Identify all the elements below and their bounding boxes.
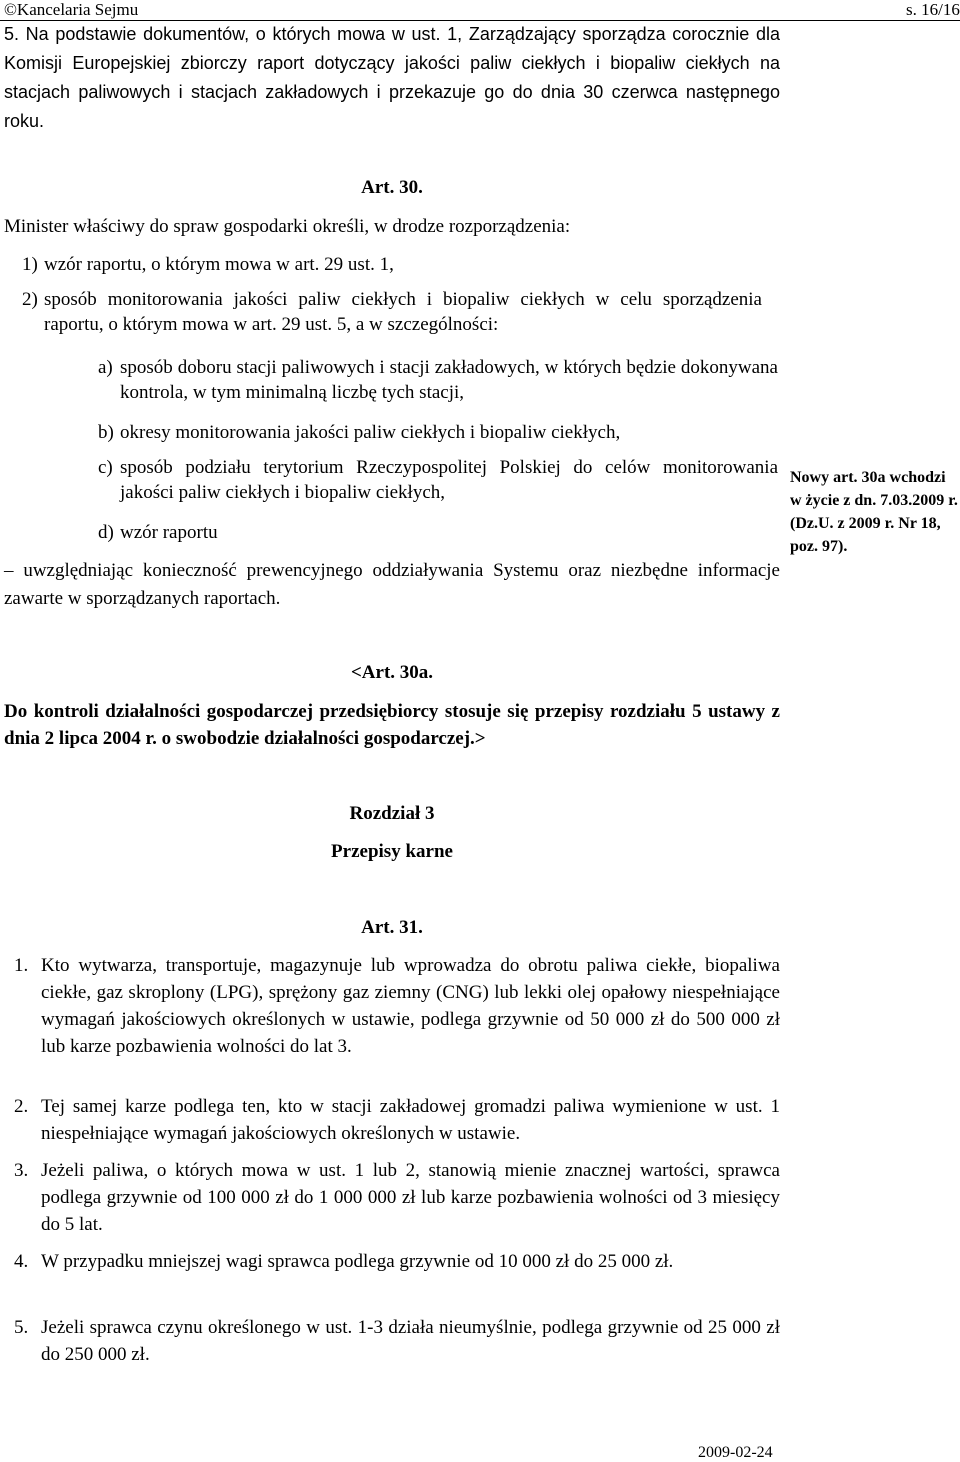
ust-text: Jeżeli sprawca czynu określonego w ust. 1-3 działa nieumyślnie, podlega grzywnie od 25 000 zł do 250 000 zł. [41, 1317, 780, 1365]
subitem-text: sposób podziału terytorium Rzeczypospolitej Polskiej do celów monitorowania jakości paliw ciekłych i biopaliw ciekłych, [120, 457, 778, 503]
article-31-ust-1 [14, 952, 780, 1060]
article-30-subitem-c [98, 455, 778, 505]
margin-note: Nowy art. 30a wchodzi w życie z dn. 7.03.2009 r. (Dz.U. z 2009 r. Nr 18, poz. 97). [790, 469, 958, 555]
header-source: ©Kancelaria Sejmu [4, 0, 139, 19]
ust-text: Tej samej karze podlega ten, kto w stacji zakładowej gromadzi paliwa wymienione w ust. 1 niespełniające wymagań jakościowych określonych w ustawie. [41, 1096, 780, 1144]
subitem-label: a) [98, 357, 113, 378]
item-label: 1) [22, 254, 38, 275]
paragraph-ust-5 [4, 20, 780, 136]
ust-text: Jeżeli paliwa, o których mowa w ust. 1 lub 2, stanowią mienie znacznej wartości, sprawca podlega grzywnie od 100 000 zł do 1 000 000 zł lub karze pozbawienia wolności od 3 miesięcy do 5 lat. [41, 1160, 780, 1235]
chapter-title: Przepisy karne [331, 841, 453, 862]
ust-text: W przypadku mniejszej wagi sprawca podlega grzywnie od 10 000 zł do 25 000 zł. [41, 1251, 674, 1272]
ust-label: 4. [14, 1251, 29, 1272]
article-30-item-2 [22, 287, 762, 337]
item-text: sposób monitorowania jakości paliw ciekłych i biopaliw ciekłych w celu sporządzenia raportu, o którym mowa w art. 29 ust. 5, a w szczególności: [44, 289, 762, 335]
article-30-item-1 [22, 252, 762, 277]
ust-label: 2. [14, 1096, 29, 1117]
ust-label: 5. [14, 1317, 29, 1338]
article-30a-text: Do kontroli działalności gospodarczej przedsiębiorcy stosuje się przepisy rozdziału 5 ustawy z dnia 2 lipca 2004 r. o swobodzie działalności gospodarczej.> [4, 701, 780, 749]
article-31-ust-4 [14, 1248, 780, 1275]
article-30-subitem-a [98, 355, 778, 405]
article-30-intro: Minister właściwy do spraw gospodarki określi, w drodze rozporządzenia: [4, 216, 571, 237]
subitem-label: c) [98, 457, 113, 478]
subitem-label: d) [98, 522, 114, 543]
article-30-closing: – uwzględniając konieczność prewencyjnego oddziaływania Systemu oraz niezbędne informacje zawarte w sporządzanych raportach. [4, 560, 780, 609]
subitem-text: okresy monitorowania jakości paliw ciekłych i biopaliw ciekłych, [120, 422, 621, 443]
ust-label: 1. [14, 955, 29, 976]
paragraph-ust-5-text: 5. Na podstawie dokumentów, o których mowa w ust. 1, Zarządzający sporządza corocznie dla Komisji Europejskiej zbiorczy raport dotyczący jakości paliw ciekłych i biopaliw ciekłych na stacjach paliwowych i stacjach zakładowych i przekazuje go do dnia 30 czerwca następnego roku. [4, 24, 780, 131]
article-30a-title: <Art. 30a. [350, 662, 434, 683]
subitem-text: sposób doboru stacji paliwowych i stacji zakładowych, w których będzie dokonywana kontrola, w tym minimalną liczbę tych stacji, [120, 357, 778, 403]
subitem-label: b) [98, 422, 114, 443]
article-30-subitem-b [98, 420, 778, 445]
article-31-ust-5 [14, 1314, 780, 1368]
ust-label: 3. [14, 1160, 29, 1181]
item-text: wzór raportu, o którym mowa w art. 29 ust. 1, [44, 254, 394, 275]
article-31-ust-2 [14, 1093, 780, 1147]
chapter-number: Rozdział 3 [349, 803, 435, 824]
article-31-title: Art. 31. [361, 917, 423, 938]
article-30-subitem-d [98, 520, 778, 545]
subitem-text: wzór raportu [120, 522, 218, 543]
header-page-number: s. 16/16 [906, 0, 960, 19]
article-30-title: Art. 30. [361, 177, 423, 198]
footer-date: 2009-02-24 [698, 1444, 773, 1461]
article-31-ust-3 [14, 1157, 780, 1238]
item-label: 2) [22, 289, 38, 310]
ust-text: Kto wytwarza, transportuje, magazynuje lub wprowadza do obrotu paliwa ciekłe, biopaliwa ciekłe, gaz skroplony (LPG), sprężony gaz ziemny (CNG) lub lekki olej opałowy niespełniające wymagań jakościowych określonych w ustawie, podlega grzywnie od 50 000 zł do 500 000 zł lub karze pozbawienia wolności do lat 3. [41, 955, 780, 1057]
